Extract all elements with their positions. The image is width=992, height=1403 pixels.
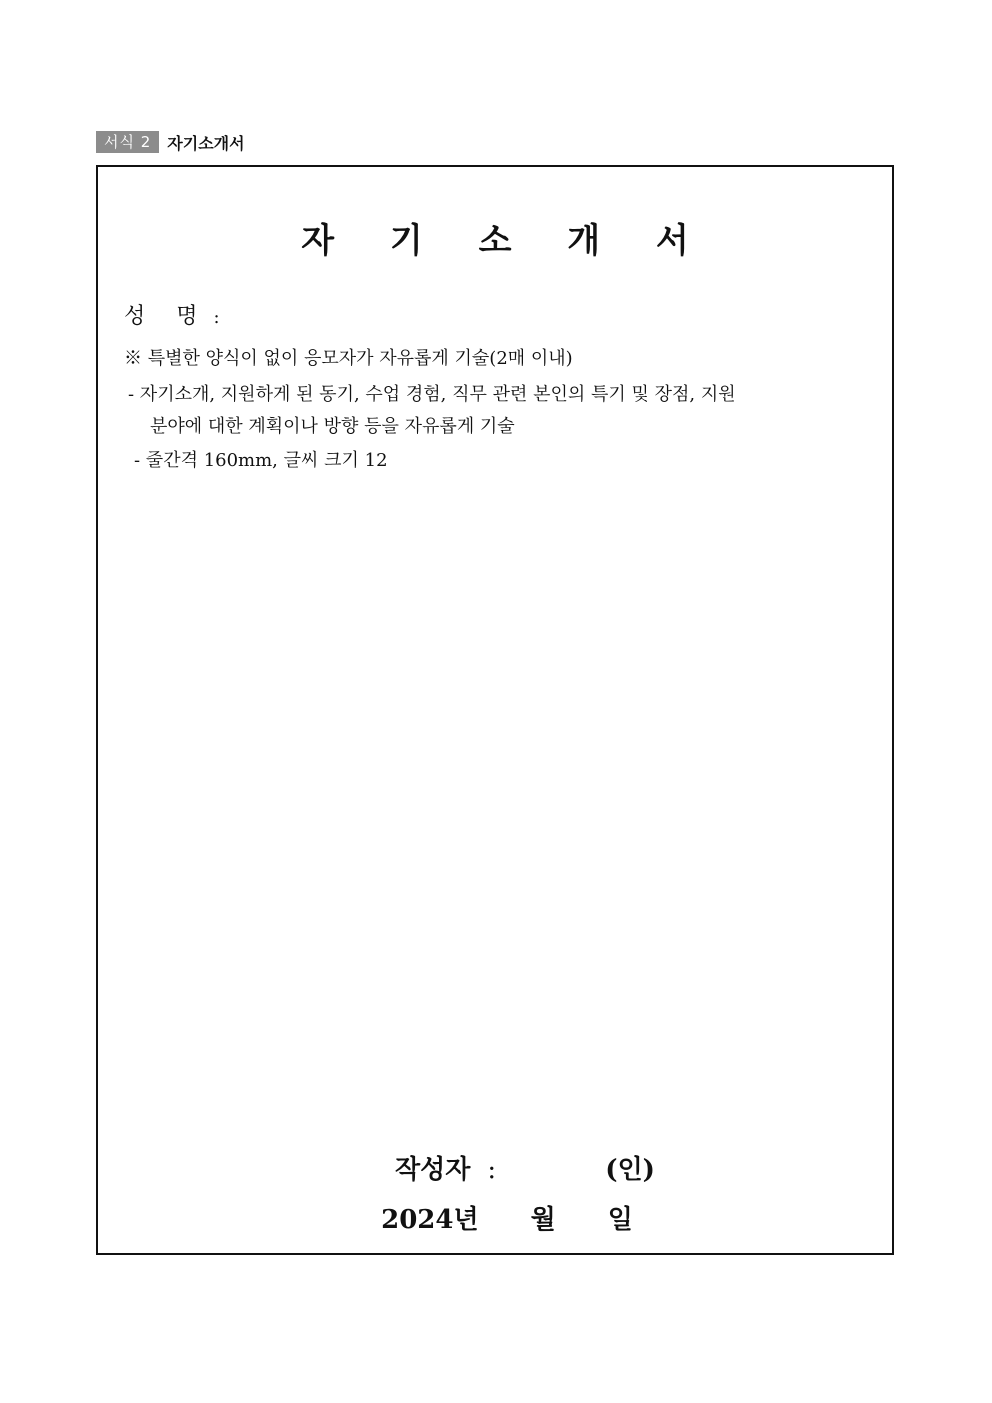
name-field-label: 성 명 bbox=[124, 304, 210, 329]
signer-field bbox=[395, 1149, 575, 1186]
date-year: 2024년 bbox=[381, 1205, 479, 1235]
document-frame bbox=[96, 165, 894, 1255]
instruction-item-1-line-1: - 자기소개, 지원하게 된 동기, 수업 경험, 직무 관련 본인의 특기 및 장점, 지원 bbox=[128, 384, 736, 405]
instruction-item-1 bbox=[128, 379, 873, 443]
seal-mark: (인) bbox=[605, 1155, 655, 1185]
name-field-colon: : bbox=[213, 307, 220, 328]
signer-label: 작성자 bbox=[395, 1155, 471, 1185]
form-name: 자기소개서 bbox=[167, 133, 245, 153]
name-field-row bbox=[124, 299, 220, 330]
document-title: 자 기 소 개 서 bbox=[301, 221, 711, 261]
signer-row bbox=[98, 1149, 892, 1186]
date-month: 월 bbox=[530, 1205, 556, 1235]
form-label bbox=[96, 130, 245, 154]
instruction-item-2: - 줄간격 160mm, 글씨 크기 12 bbox=[134, 450, 388, 471]
signer-colon: : bbox=[487, 1155, 497, 1185]
date-day: 일 bbox=[607, 1205, 633, 1235]
form-number-tag: 서식 2 bbox=[96, 131, 159, 153]
instruction-item-1-line-2: 분야에 대한 계획이나 방향 등을 자유롭게 기술 bbox=[150, 416, 515, 437]
date-row bbox=[98, 1199, 892, 1236]
instruction-note: ※ 특별한 양식이 없이 응모자가 자유롭게 기술(2매 이내) bbox=[124, 348, 573, 369]
